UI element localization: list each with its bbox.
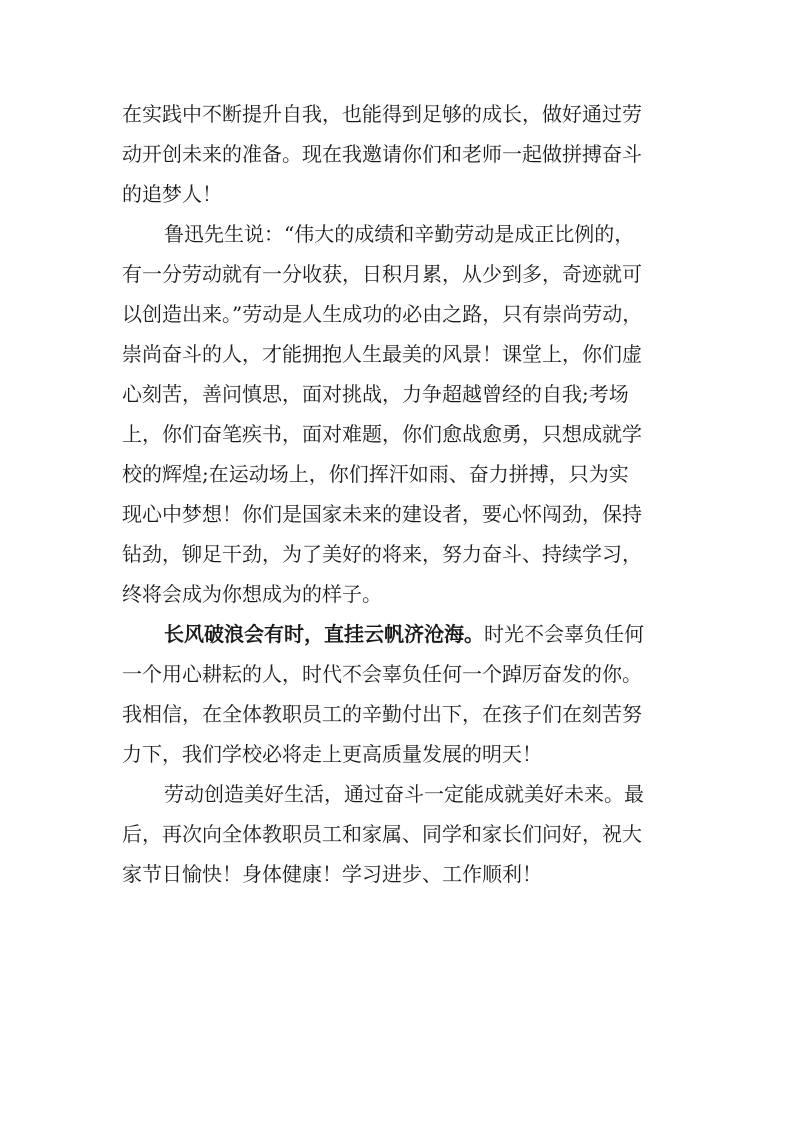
text-line: 鲁迅先生说：“伟大的成绩和辛勤劳动是成正比例的，	[164, 222, 635, 246]
text-line: 家节日愉快！身体健康！学习进步、工作顺利！	[122, 862, 542, 886]
text-line: 动开创未来的准备。现在我邀请你们和老师一起做拼搏奋斗	[122, 142, 642, 166]
document-body	[122, 94, 674, 894]
text-line: 后，再次向全体教职员工和家属、同学和家长们问好，祝大	[122, 822, 642, 846]
text-line: 劳动创造美好生活，通过奋斗一定能成就美好未来。最	[164, 782, 644, 806]
paragraph-1	[122, 94, 674, 214]
text-run: 时光不会辜负任何	[484, 622, 644, 646]
text-line: 钻劲，铆足干劲，为了美好的将来，努力奋斗、持续学习，	[122, 542, 642, 566]
text-line: 上，你们奋笔疾书，面对难题，你们愈战愈勇，只想成就学	[122, 422, 642, 446]
bold-quote: 长风破浪会有时，直挂云帆济沧海。	[164, 622, 484, 646]
text-line	[122, 614, 674, 654]
text-line: 在实践中不断提升自我，也能得到足够的成长，做好通过劳	[122, 102, 642, 126]
text-line: 崇尚奋斗的人，才能拥抱人生最美的风景！课堂上，你们虚	[122, 342, 642, 366]
text-line: 我相信，在全体教职员工的辛勤付出下，在孩子们在刻苦努	[122, 702, 642, 726]
text-line: 的追梦人！	[122, 182, 222, 206]
text-line: 终将会成为你想成为的样子。	[122, 582, 382, 606]
paragraph-2	[122, 214, 674, 614]
text-line: 力下，我们学校必将走上更高质量发展的明天！	[122, 742, 542, 766]
text-line: 心刻苦，善问慎思，面对挑战，力争超越曾经的自我;考场	[122, 382, 629, 406]
text-line: 有一分劳动就有一分收获，日积月累，从少到多，奇迹就可	[122, 262, 642, 286]
text-line: 以创造出来。”劳动是人生成功的必由之路，只有崇尚劳动，	[122, 302, 643, 326]
paragraph-3	[122, 614, 674, 774]
paragraph-4	[122, 774, 674, 894]
text-line: 一个用心耕耘的人，时代不会辜负任何一个踔厉奋发的你。	[122, 662, 642, 686]
text-line: 校的辉煌;在运动场上，你们挥汗如雨、奋力拼搏，只为实	[122, 462, 629, 486]
text-line: 现心中梦想！你们是国家未来的建设者，要心怀闯劲，保持	[122, 502, 642, 526]
